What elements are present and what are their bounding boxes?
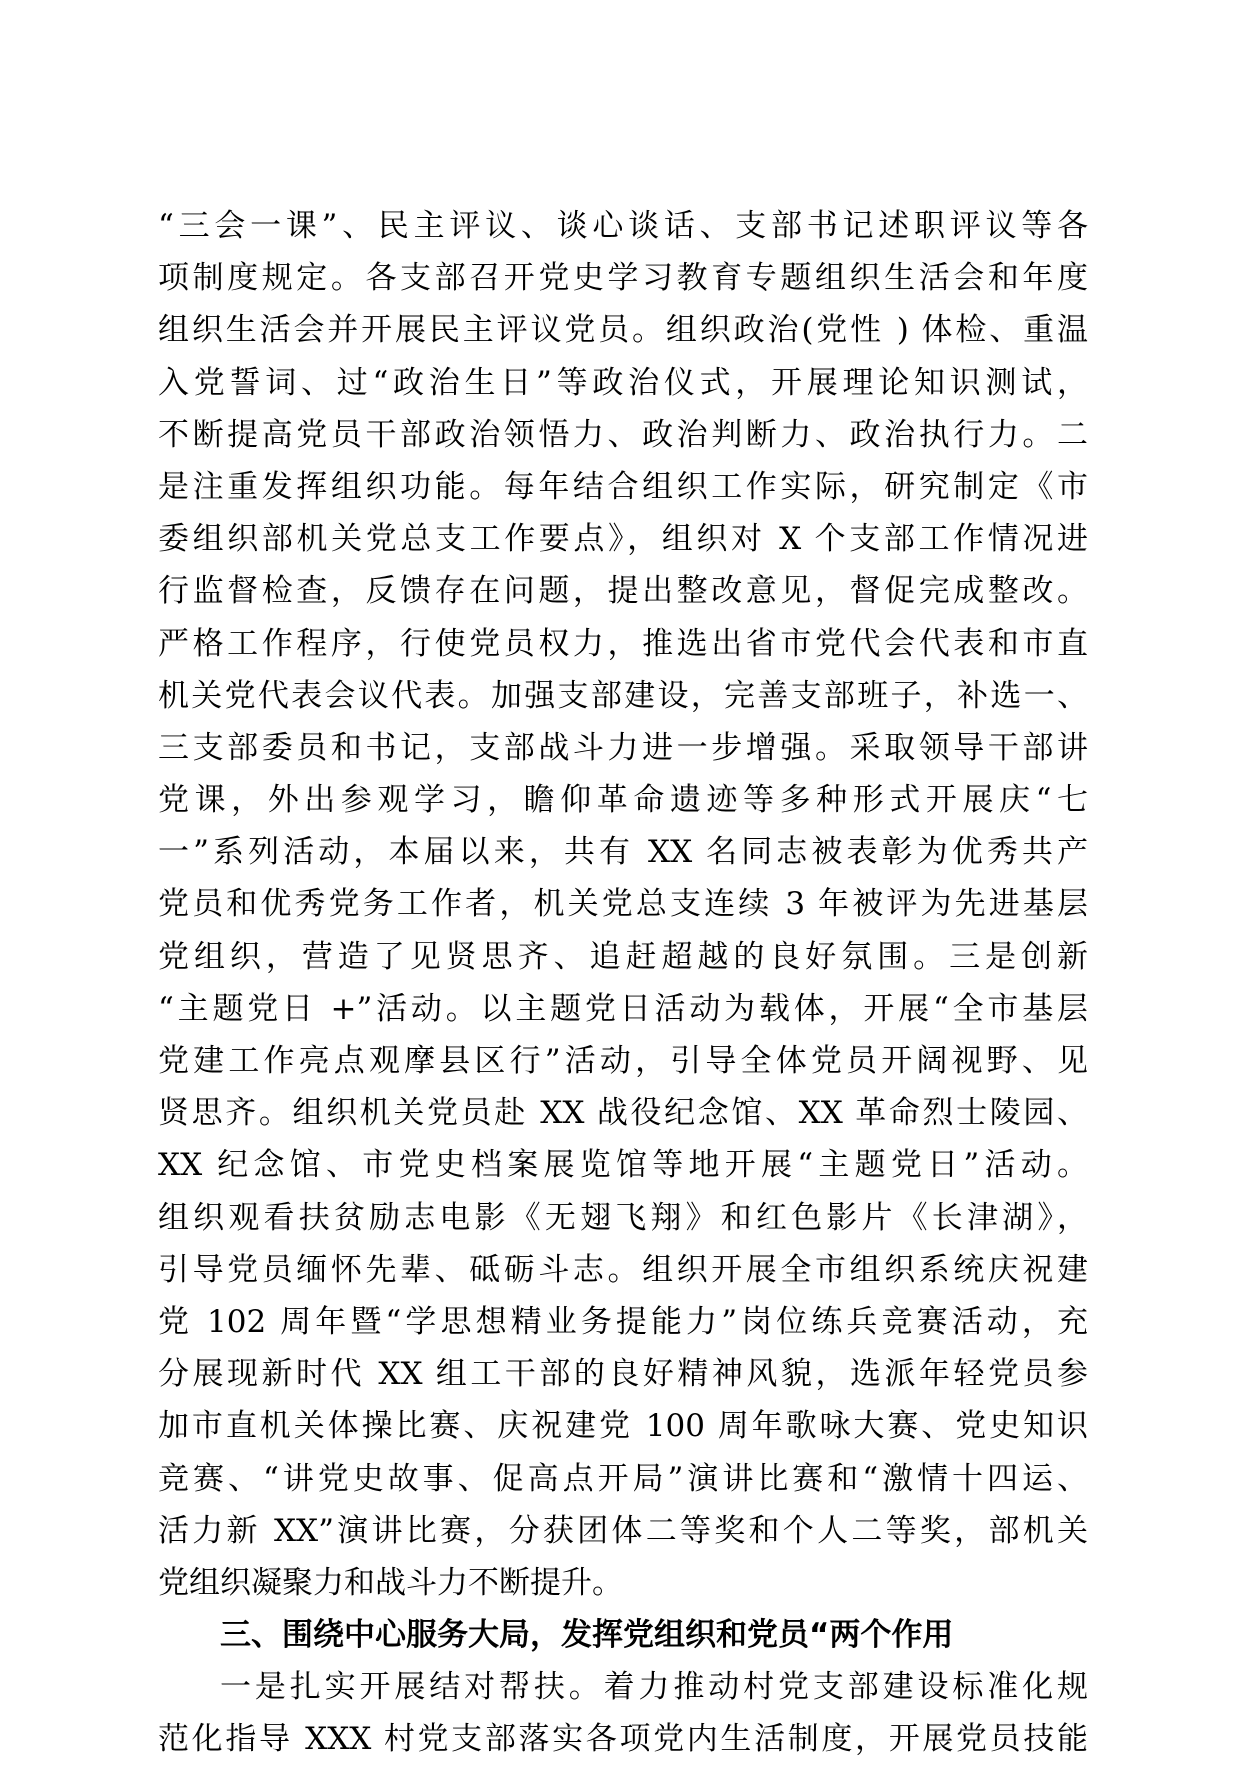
body-line: 竞赛、“讲党史故事、促高点开局”演讲比赛和“激情十四运、 <box>158 1460 1088 1497</box>
body-line: 党组织，营造了见贤思齐、追赶超越的良好氛围。三是创新 <box>158 938 1088 975</box>
body-line: 是注重发挥组织功能。每年结合组织工作实际，研究制定《市 <box>158 468 1088 505</box>
body-line: 组织观看扶贫励志电影《无翅飞翔》和红色影片《长津湖》， <box>158 1199 1088 1236</box>
body-line: XX 纪念馆、市党史档案展览馆等地开展“主题党日”活动。 <box>158 1147 1088 1184</box>
body-line: 贤思齐。组织机关党员赴 XX 战役纪念馆、XX 革命烈士陵园、 <box>158 1095 1088 1132</box>
body-line: 党组织凝聚力和战斗力不断提升。 <box>158 1564 623 1601</box>
body-line: 入党誓词、过“政治生日”等政治仪式，开展理论知识测试， <box>158 364 1088 401</box>
body-line: 活力新 XX”演讲比赛，分获团体二等奖和个人二等奖，部机关 <box>158 1512 1088 1549</box>
body-line: 一”系列活动，本届以来，共有 XX 名同志被表彰为优秀共产 <box>158 834 1088 871</box>
body-line: 党员和优秀党务工作者，机关党总支连续 3 年被评为先进基层 <box>158 886 1088 923</box>
body-line: “三会一课”、民主评议、谈心谈话、支部书记述职评议等各 <box>158 208 1088 244</box>
body-line: 党建工作亮点观摩县区行”活动，引导全体党员开阔视野、见 <box>158 1043 1088 1079</box>
body-line: 组织生活会并开展民主评议党员。组织政治(党性 ) 体检、重温 <box>158 312 1088 349</box>
body-line: 不断提高党员干部政治领悟力、政治判断力、政治执行力。二 <box>158 416 1088 453</box>
body-line: 范化指导 XXX 村党支部落实各项党内生活制度，开展党员技能 <box>158 1721 1088 1758</box>
body-line: 严格工作程序，行使党员权力，推选出省市党代会代表和市直 <box>158 625 1088 662</box>
body-line: 一是扎实开展结对帮扶。着力推动村党支部建设标准化规 <box>220 1669 1088 1706</box>
body-line: 机关党代表会议代表。加强支部建设，完善支部班子，补选一、 <box>158 677 1088 714</box>
body-line: “主题党日 +”活动。以主题党日活动为载体，开展“全市基层 <box>158 990 1088 1027</box>
body-line: 分展现新时代 XX 组工干部的良好精神风貌，选派年轻党员参 <box>158 1356 1088 1393</box>
document-body <box>158 200 1088 1766</box>
body-line: 委组织部机关党总支工作要点》，组织对 X 个支部工作情况进 <box>158 521 1088 558</box>
body-line: 行监督检查，反馈存在问题，提出整改意见，督促完成整改。 <box>158 573 1088 610</box>
body-line: 三支部委员和书记，支部战斗力进一步增强。采取领导干部讲 <box>158 729 1088 766</box>
body-line: 引导党员缅怀先辈、砥砺斗志。组织开展全市组织系统庆祝建 <box>158 1251 1088 1288</box>
body-line: 项制度规定。各支部召开党史学习教育专题组织生活会和年度 <box>158 260 1088 297</box>
body-line: 党 102 周年暨“学思想精业务提能力”岗位练兵竞赛活动，充 <box>158 1303 1088 1340</box>
body-line: 党课，外出参观学习，瞻仰革命遗迹等多种形式开展庆“七 <box>158 782 1088 819</box>
body-line: 加市直机关体操比赛、庆祝建党 100 周年歌咏大赛、党史知识 <box>158 1408 1088 1445</box>
section-heading: 三、围绕中心服务大局，发挥党组织和党员“两个作用 <box>220 1617 954 1654</box>
